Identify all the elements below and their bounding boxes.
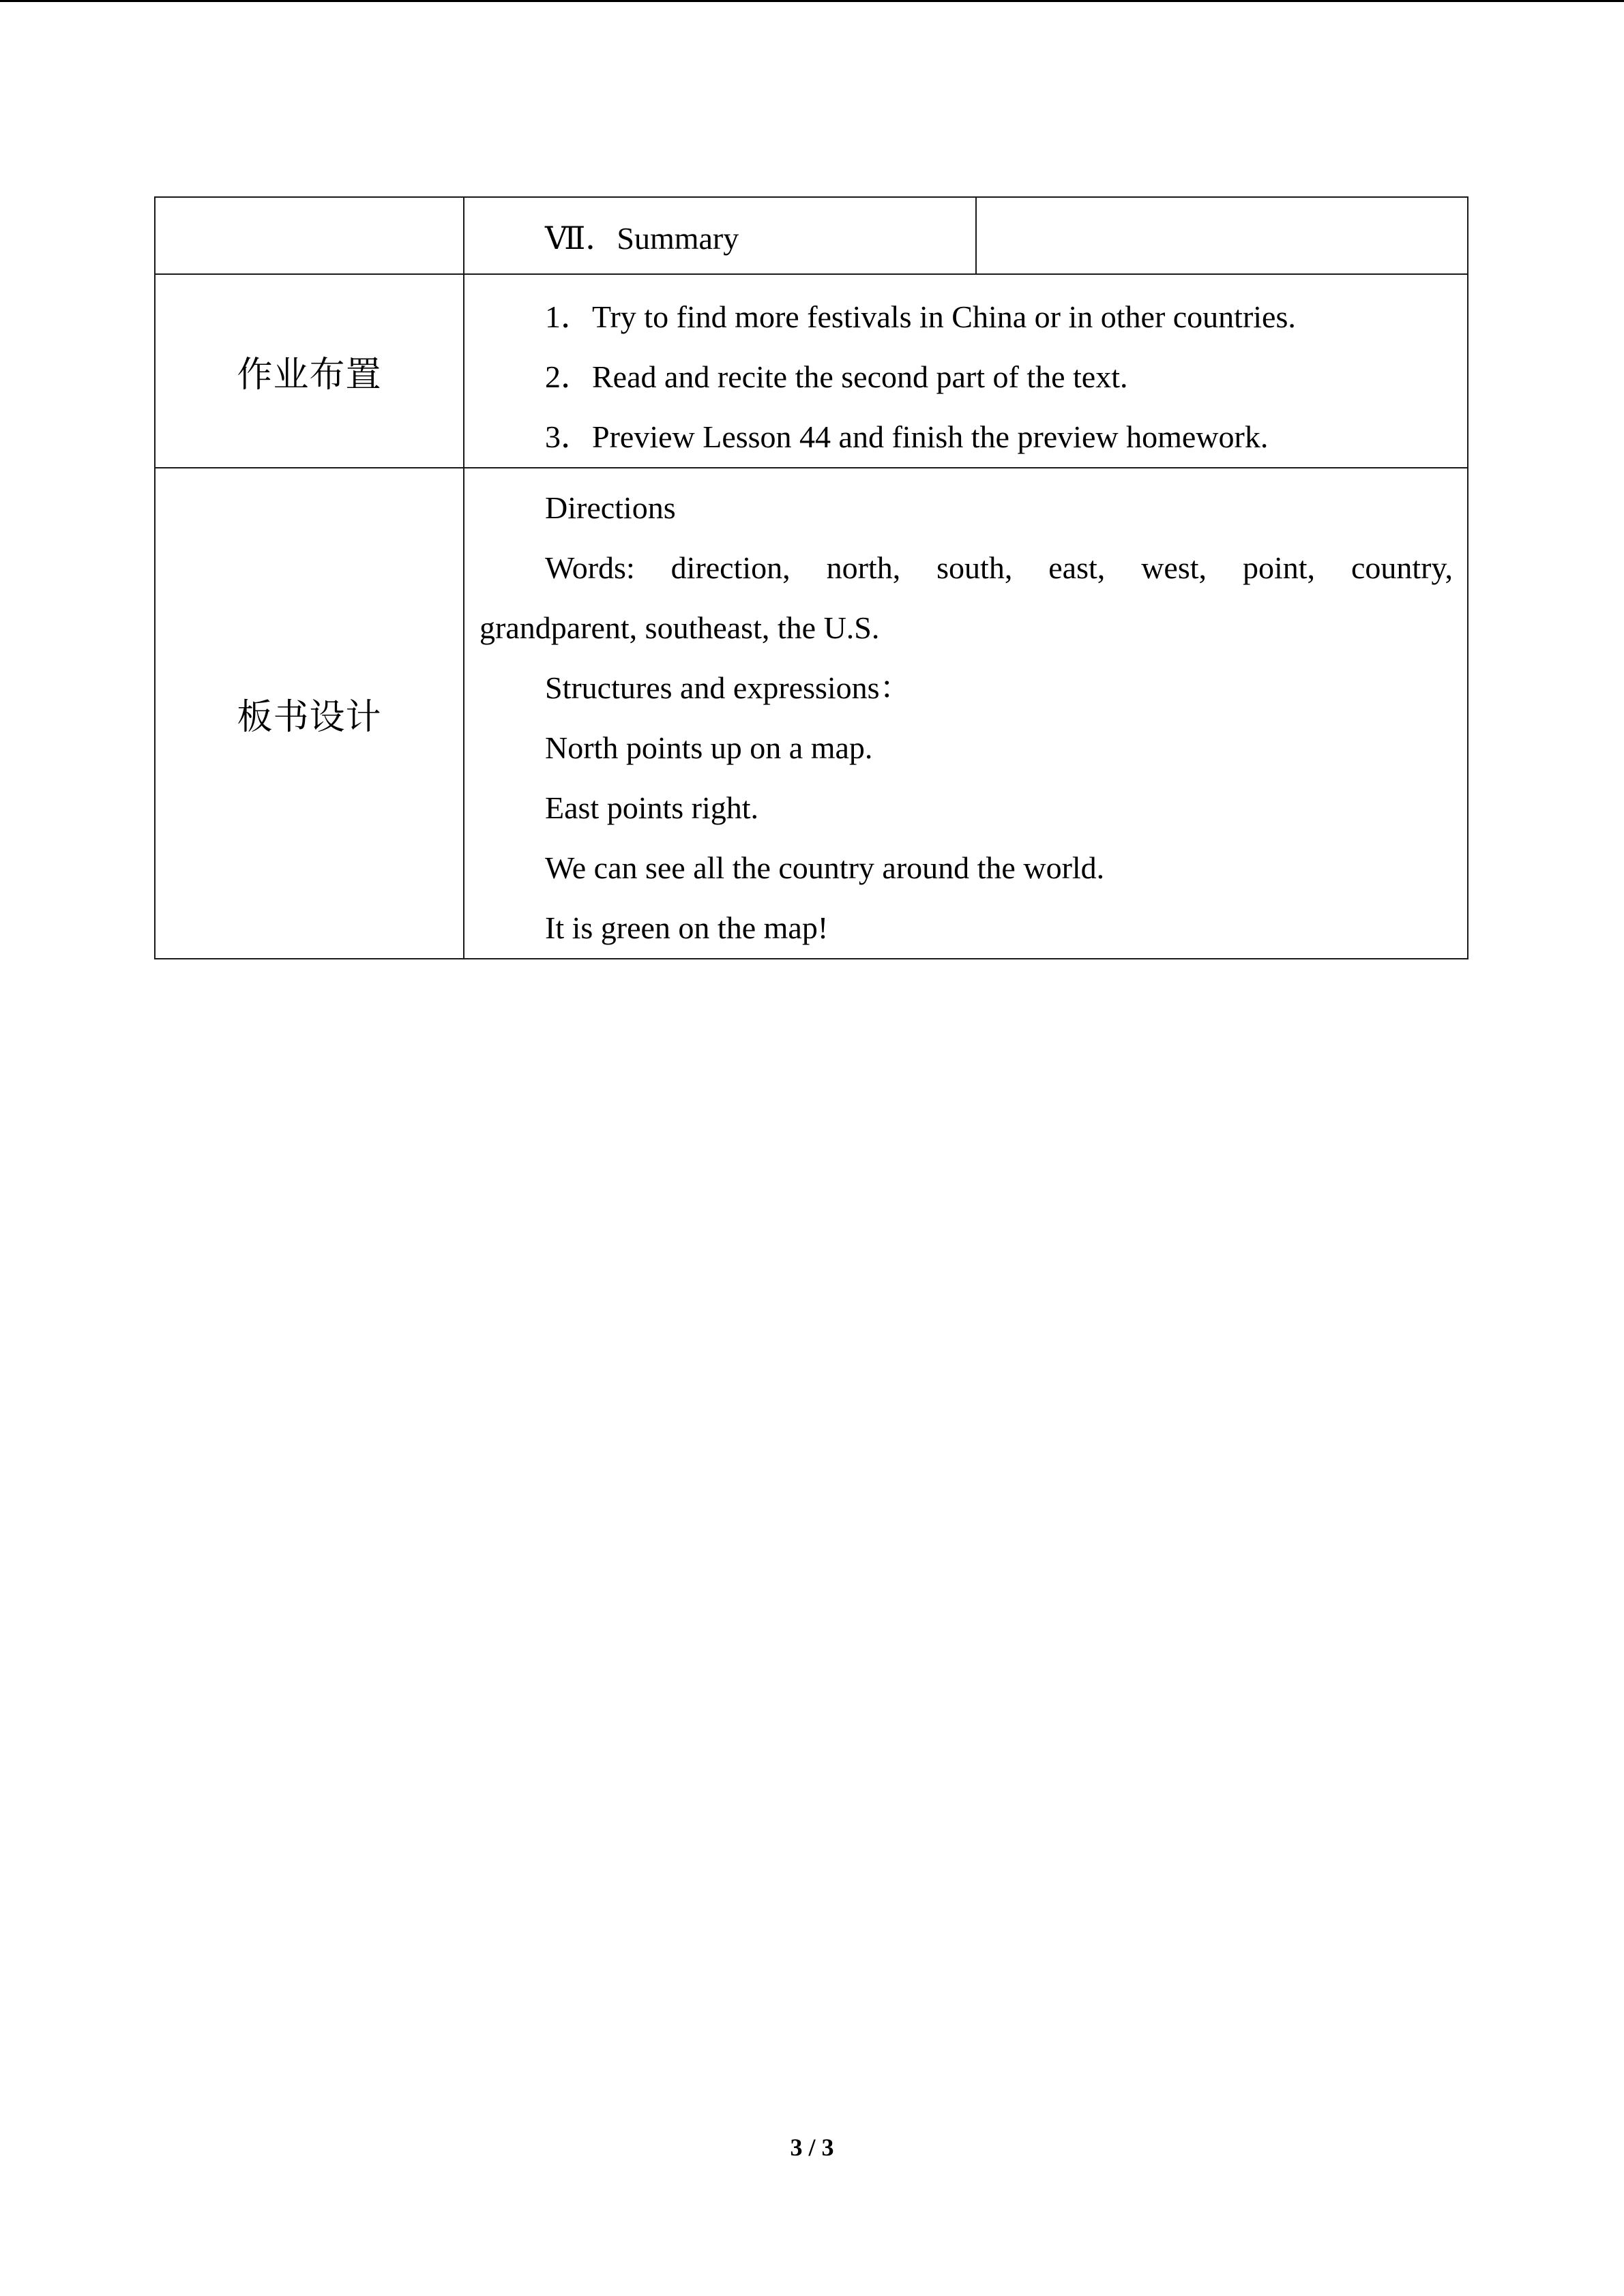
summary-right-cell (976, 197, 1468, 274)
homework-row (155, 274, 1468, 468)
board-design-content (464, 468, 1468, 959)
board-words-continuation: grandparent, southeast, the U.S. (479, 610, 880, 645)
page-top-border (0, 0, 1624, 2)
board-title: Directions (545, 490, 676, 525)
summary-row (155, 197, 1468, 274)
board-words-line: Words: direction, north, south, east, west, point, country, (545, 550, 1453, 585)
board-sentence: North points up on a map. (545, 730, 873, 765)
homework-label: 作业布置 (155, 274, 464, 468)
homework-item: 3．Preview Lesson 44 and finish the preview homework. (545, 419, 1269, 454)
homework-item: 1．Try to find more festivals in China or in other countries. (545, 299, 1296, 334)
lesson-plan-table (154, 196, 1468, 959)
board-design-row (155, 468, 1468, 959)
homework-content (464, 274, 1468, 468)
page-number: 3 / 3 (790, 2134, 834, 2161)
board-sentence: East points right. (545, 790, 759, 825)
board-sentence: It is green on the map! (545, 910, 829, 945)
board-design-label: 板书设计 (155, 468, 464, 959)
summary-label-cell (155, 197, 464, 274)
summary-text: Ⅶ．Summary (464, 197, 976, 274)
board-structures-heading: Structures and expressions： (545, 670, 911, 705)
homework-item: 2．Read and recite the second part of the text. (545, 359, 1128, 394)
board-sentence: We can see all the country around the world. (545, 850, 1105, 885)
